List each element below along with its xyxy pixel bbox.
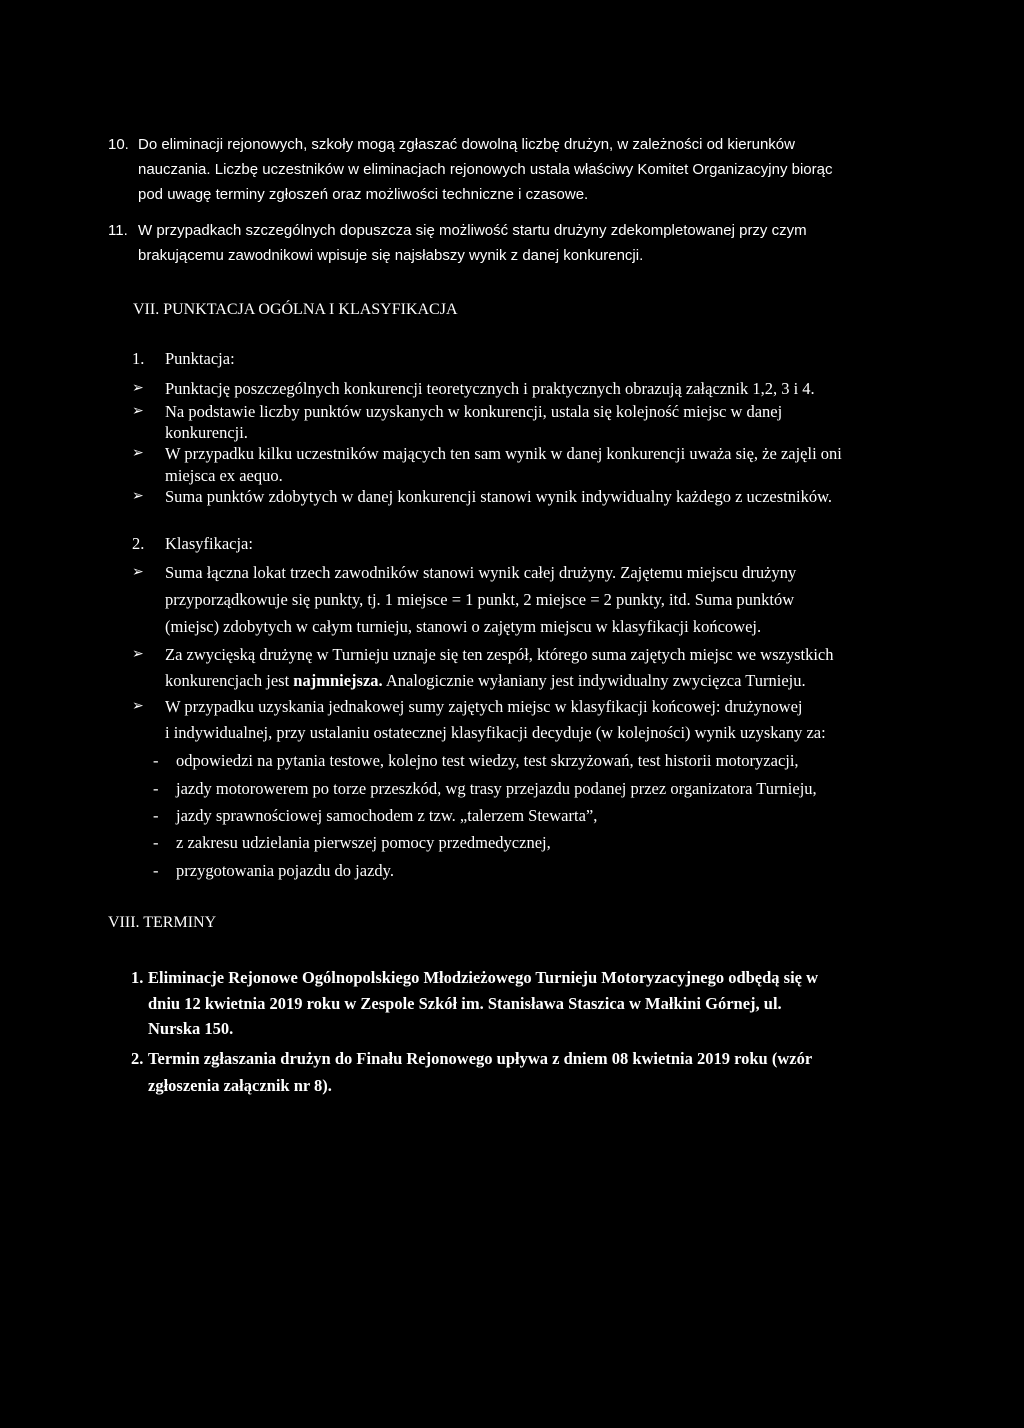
item-10-line-3: pod uwagę terminy zgłoszeń oraz możliwości techniczne i czasowe. (138, 186, 589, 203)
klasyfikacja-bullet-3-line-1 (165, 697, 935, 717)
dash-bullet-icon: - (153, 833, 159, 852)
klasyfikacja-bullet-3-text-1: W przypadku uzyskania jednakowej sumy zajętych miejsc w klasyfikacji końcowej: drużynowej (165, 697, 803, 716)
klasyfikacja-bullet-2-text-a: konkurencjach jest (165, 671, 294, 690)
termin-1-line-3: Nurska 150. (148, 1019, 234, 1038)
klasyfikacja-bullet-1-line-1 (165, 563, 935, 583)
arrow-bullet-icon: ➢ (132, 381, 144, 396)
item-10-text: Do eliminacji rejonowych, szkoły mogą zgłaszać dowolną liczbę drużyn, w zależności od kierunków (138, 136, 795, 153)
punktacja-number: 1. (132, 349, 145, 368)
klasyfikacja-bullet-1-text-1: Suma łączna lokat trzech zawodników stanowi wynik całej drużyny. Zajętemu miejscu drużyny (165, 563, 797, 582)
termin-1-number: 1. (131, 968, 144, 987)
arrow-bullet-icon: ➢ (132, 446, 144, 461)
punktacja-bullet-2-line-1: Na podstawie liczby punktów uzyskanych w konkurencji, ustala się kolejność miejsc w danej (165, 402, 783, 421)
punktacja-bullet-3-line-2: miejsca ex aequo. (165, 466, 283, 485)
dash-bullet-icon: - (153, 779, 159, 798)
klasyfikacja-bullet-1-line-2: przyporządkowuje się punkty, tj. 1 miejsce = 1 punkt, 2 miejsce = 2 punkty, itd. Suma punktów (165, 590, 795, 609)
item-10-line-1 (138, 135, 935, 155)
klasyfikacja-bullet-3-line-2: i indywidualnej, przy ustalaniu ostatecznej klasyfikacji decyduje (w kolejności) wynik uzyskany za: (165, 723, 826, 742)
klasyfikacja-bullet-2-line-2 (165, 671, 806, 691)
dash-bullet-icon: - (153, 861, 159, 880)
termin-1-line-1: Eliminacje Rejonowe Ogólnopolskiego Młodzieżowego Turnieju Motoryzacyjnego odbędą się w (148, 968, 819, 987)
section-7-heading: VII. PUNKTACJA OGÓLNA I KLASYFIKACJA (133, 301, 458, 318)
arrow-bullet-icon: ➢ (132, 404, 144, 419)
punktacja-bullet-3-line-1: W przypadku kilku uczestników mających ten sam wynik w danej konkurencji uważa się, że zajęli oni (165, 444, 842, 463)
arrow-bullet-icon: ➢ (132, 489, 144, 504)
item-11-line-2: brakującemu zawodnikowi wpisuje się najsłabszy wynik z danej konkurencji. (138, 247, 644, 264)
tiebreak-item-1: odpowiedzi na pytania testowe, kolejno test wiedzy, test skrzyżowań, test historii motoryzacji, (176, 751, 799, 770)
klasyfikacja-bullet-2-line-1: Za zwycięską drużynę w Turnieju uznaje się ten zespół, którego suma zajętych miejsc we wszystkich (165, 645, 834, 664)
item-number-11: 11. (108, 222, 128, 239)
klasyfikacja-bullet-2-text-c: Analogicznie wyłaniany jest indywidualny zwycięzca Turnieju. (382, 671, 806, 690)
tiebreak-item-5: przygotowania pojazdu do jazdy. (176, 861, 394, 880)
item-number-10: 10. (108, 136, 129, 153)
section-8-heading: VIII. TERMINY (108, 914, 217, 931)
arrow-bullet-icon: ➢ (132, 699, 144, 714)
tiebreak-item-4: z zakresu udzielania pierwszej pomocy przedmedycznej, (176, 833, 551, 852)
klasyfikacja-bullet-2-bold: najmniejsza. (293, 671, 383, 690)
arrow-bullet-icon: ➢ (132, 565, 144, 580)
termin-1-line-2: dniu 12 kwietnia 2019 roku w Zespole Szkół im. Stanisława Staszica w Małkini Górnej, ul. (148, 994, 782, 1013)
dash-bullet-icon: - (153, 751, 159, 770)
item-10-line-2: nauczania. Liczbę uczestników w eliminacjach rejonowych ustala właściwy Komitet Organizacyjny biorąc (138, 161, 833, 178)
dash-bullet-icon: - (153, 806, 159, 825)
klasyfikacja-title: Klasyfikacja: (165, 534, 253, 553)
klasyfikacja-number: 2. (132, 534, 145, 553)
item-11-line-1: W przypadkach szczególnych dopuszcza się możliwość startu drużyny zdekompletowanej przy czym (138, 222, 807, 239)
arrow-bullet-icon: ➢ (132, 647, 144, 662)
klasyfikacja-bullet-1-line-3: (miejsc) zdobytych w całym turnieju, stanowi o zajętym miejscu w klasyfikacji końcowej. (165, 617, 762, 636)
termin-2-line-1: Termin zgłaszania drużyn do Finału Rejonowego upływa z dniem 08 kwietnia 2019 roku (wzór (148, 1049, 813, 1068)
termin-2-number: 2. (131, 1049, 144, 1068)
termin-2-line-2: zgłoszenia załącznik nr 8). (148, 1076, 332, 1095)
tiebreak-item-2: jazdy motorowerem po torze przeszkód, wg trasy przejazdu podanej przez organizatora Turnieju, (176, 779, 817, 798)
tiebreak-item-3: jazdy sprawnościowej samochodem z tzw. „talerzem Stewarta”, (176, 806, 598, 825)
punktacja-bullet-2-line-2: konkurencji. (165, 423, 248, 442)
punktacja-bullet-4: Suma punktów zdobytych w danej konkurencji stanowi wynik indywidualny każdego z uczestników. (165, 487, 833, 506)
punktacja-bullet-1: Punktację poszczególnych konkurencji teoretycznych i praktycznych obrazują załącznik 1,2, 3 i 4. (165, 379, 815, 398)
punktacja-title: Punktacja: (165, 349, 235, 368)
